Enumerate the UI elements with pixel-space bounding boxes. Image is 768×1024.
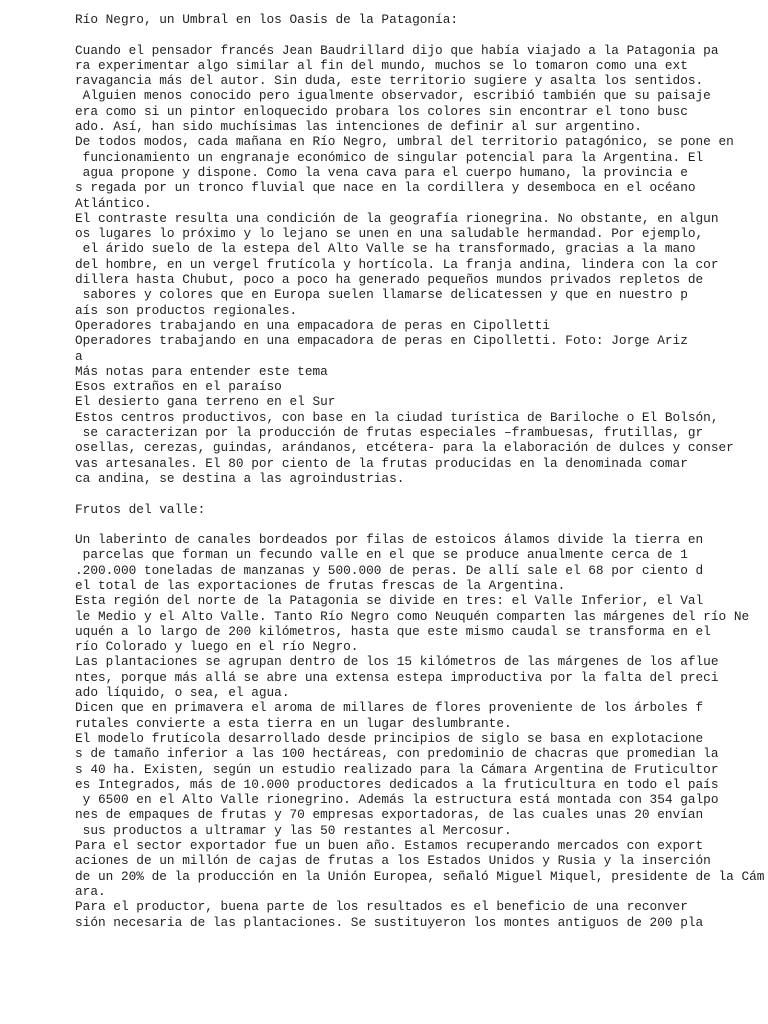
text-line: El desierto gana terreno en el Sur <box>75 394 336 410</box>
text-line: ca andina, se destina a las agroindustrias. <box>75 470 405 486</box>
blank-line <box>75 517 765 532</box>
text-line: Para el sector exportador fue un buen año. Estamos recuperando mercados con export <box>75 838 704 854</box>
text-line: del hombre, en un vergel frutícola y hortícola. La franja andina, lindera con la cor <box>75 256 719 272</box>
text-line: río Colorado y luego en el río Negro. <box>75 639 359 655</box>
text-line: s 40 ha. Existen, según un estudio realizado para la Cámara Argentina de Fruticultor <box>75 761 719 777</box>
text-line: sus productos a ultramar y las 50 restantes al Mercosur. <box>75 822 512 838</box>
text-line: Esos extraños en el paraíso <box>75 379 282 395</box>
text-line: ra experimentar algo similar al fin del mundo, muchos se lo tomaron como una ext <box>75 57 688 73</box>
text-line: ado líquido, o sea, el agua. <box>75 685 290 701</box>
text-line: Las plantaciones se agrupan dentro de los 15 kilómetros de las márgenes de los aflue <box>75 654 719 670</box>
text-line: De todos modos, cada mañana en Río Negro, umbral del territorio patagónico, se pone en <box>75 134 734 150</box>
text-line: Dicen que en primavera el aroma de millares de flores proveniente de los árboles f <box>75 700 704 716</box>
text-line: le Medio y el Alto Valle. Tanto Río Negro como Neuquén comparten las márgenes del río Ne <box>75 608 750 624</box>
text-line: uquén a lo largo de 200 kilómetros, hasta que este mismo caudal se transforma en el <box>75 623 711 639</box>
text-line: a <box>75 348 83 364</box>
text-line: aciones de un millón de cajas de frutas a los Estados Unidos y Rusia y la inserción <box>75 853 711 869</box>
text-line: ntes, porque más allá se abre una extensa estepa improductiva por la falta del preci <box>75 669 719 685</box>
blank-line <box>75 27 765 42</box>
text-line: Frutos del valle: <box>75 501 206 517</box>
text-line: Alguien menos conocido pero igualmente observador, escribió también que su paisaje <box>75 88 711 104</box>
text-line: y 6500 en el Alto Valle rionegrino. Además la estructura está montada con 354 galpo <box>75 792 719 808</box>
text-line: Estos centros productivos, con base en la ciudad turística de Bariloche o El Bolsón, <box>75 409 719 425</box>
text-line: Esta región del norte de la Patagonia se divide en tres: el Valle Inferior, el Val <box>75 593 704 609</box>
text-line: os lugares lo próximo y lo lejano se unen en una saludable hermandad. Por ejemplo, <box>75 226 704 242</box>
text-line: es Integrados, más de 10.000 productores dedicados a la fruticultura en todo el país <box>75 776 719 792</box>
text-line: nes de empaques de frutas y 70 empresas exportadoras, de las cuales unas 20 envían <box>75 807 704 823</box>
text-line: Para el productor, buena parte de los resultados es el beneficio de una reconver <box>75 899 688 915</box>
text-line: Río Negro, un Umbral en los Oasis de la Patagonía: <box>75 12 459 27</box>
text-line: agua propone y dispone. Como la vena cava para el cuerpo humano, la provincia e <box>75 164 688 180</box>
text-line: era como si un pintor enloquecido probara los colores sin encontrar el tono busc <box>75 103 688 119</box>
text-line: Operadores trabajando en una empacadora de peras en Cipolletti <box>75 317 550 333</box>
text-line: aís son productos regionales. <box>75 302 298 318</box>
text-line: s de tamaño inferior a las 100 hectáreas, con predominio de chacras que promedian la <box>75 746 719 762</box>
text-line: el árido suelo de la estepa del Alto Valle se ha transformado, gracias a la mano <box>75 241 696 257</box>
text-line: El modelo frutícola desarrollado desde principios de siglo se basa en explotacione <box>75 730 704 746</box>
text-line: el total de las exportaciones de frutas frescas de la Argentina. <box>75 577 566 593</box>
text-line: dillera hasta Chubut, poco a poco ha generado pequeños mundos privados repletos de <box>75 272 704 288</box>
text-line: ado. Así, han sido muchísimas las intenciones de definir al sur argentino. <box>75 119 642 135</box>
text-line: Cuando el pensador francés Jean Baudrillard dijo que había viajado a la Patagonia pa <box>75 42 719 58</box>
text-line: El contraste resulta una condición de la geografía rionegrina. No obstante, en algun <box>75 210 719 226</box>
blank-line <box>75 486 765 501</box>
text-line: ravagancia más del autor. Sin duda, este territorio sugiere y asalta los sentidos. <box>75 73 704 89</box>
text-line: sabores y colores que en Europa suelen llamarse delicatessen y que en nuestro p <box>75 287 688 303</box>
text-line: sión necesaria de las plantaciones. Se sustituyeron los montes antiguos de 200 pla <box>75 914 704 930</box>
text-line: rutales convierte a esta tierra en un lugar deslumbrante. <box>75 715 512 731</box>
text-line: Operadores trabajando en una empacadora de peras en Cipolletti. Foto: Jorge Ariz <box>75 333 688 349</box>
text-line: Más notas para entender este tema <box>75 363 328 379</box>
text-line: .200.000 toneladas de manzanas y 500.000 de peras. De allí sale el 68 por ciento d <box>75 562 704 578</box>
text-line: Atlántico. <box>75 195 152 211</box>
text-line: funcionamiento un engranaje económico de singular potencial para la Argentina. El <box>75 149 704 165</box>
text-line: osellas, cerezas, guindas, arándanos, etcétera- para la elaboración de dulces y conser <box>75 440 734 456</box>
text-line: se caracterizan por la producción de frutas especiales –frambuesas, frutillas, gr <box>75 425 704 441</box>
text-line: vas artesanales. El 80 por ciento de la frutas producidas en la denominada comar <box>75 455 688 471</box>
text-line: ara. <box>75 883 106 899</box>
document-body <box>75 12 765 930</box>
text-line: parcelas que forman un fecundo valle en el que se produce anualmente cerca de 1 <box>75 547 688 563</box>
text-line: s regada por un tronco fluvial que nace en la cordillera y desemboca en el océano <box>75 180 696 196</box>
text-line: Un laberinto de canales bordeados por filas de estoicos álamos divide la tierra en <box>75 532 704 548</box>
text-line: de un 20% de la producción en la Unión Europea, señaló Miguel Miquel, presidente de la Cám <box>75 868 765 884</box>
